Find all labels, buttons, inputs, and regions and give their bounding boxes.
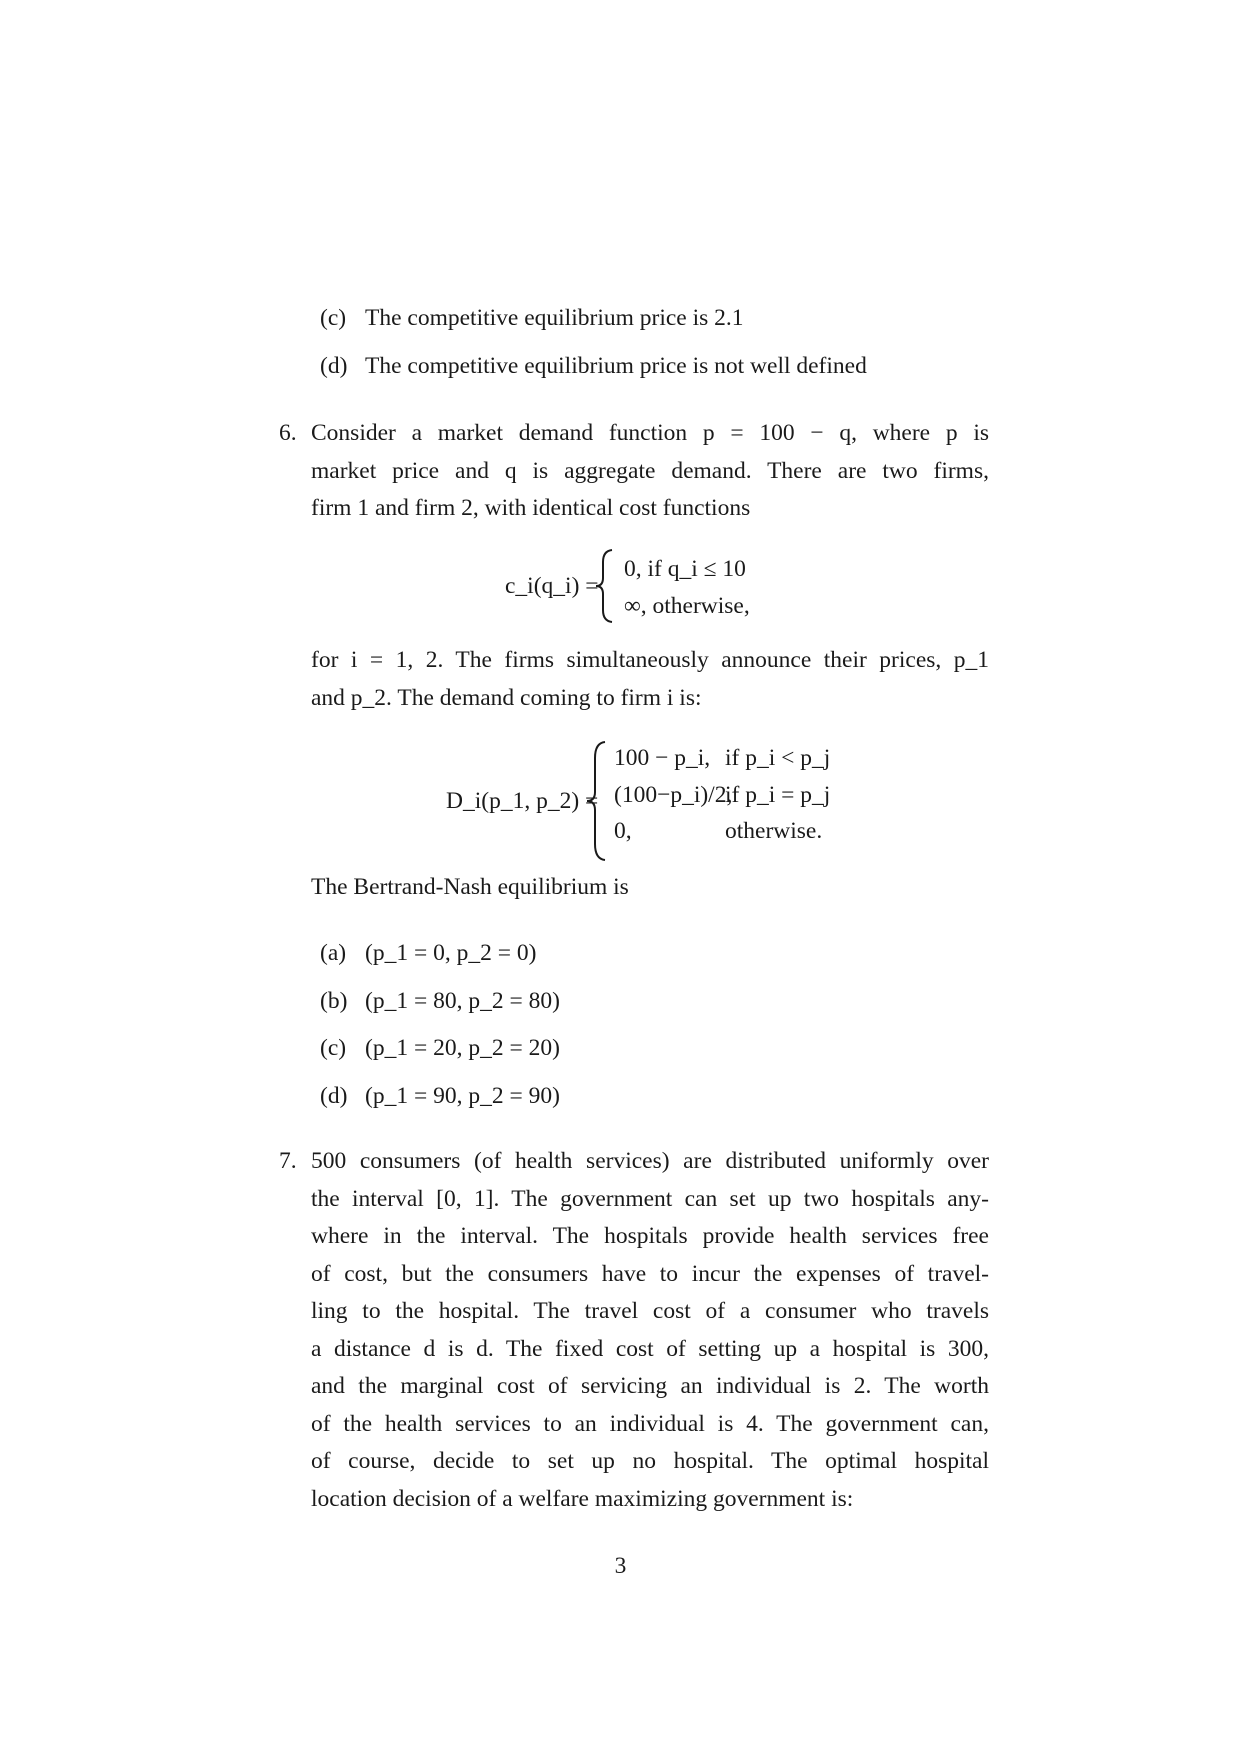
text-line: market price and q is aggregate demand. There are two firms, — [311, 457, 989, 484]
cost-brace — [592, 548, 616, 624]
text-line: 500 consumers (of health services) are distributed uniformly over — [311, 1148, 989, 1174]
option-label: (d) — [320, 1083, 348, 1109]
text-line: of course, decide to set up no hospital. The optimal hospital — [311, 1448, 989, 1474]
option-a — [320, 935, 536, 973]
demand-case-1-expr: 100 − p_i, — [614, 745, 711, 771]
option-label: (c) — [320, 305, 347, 331]
question-6-prompt: The Bertrand-Nash equilibrium is — [311, 874, 629, 900]
option-label: (c) — [320, 1035, 347, 1061]
text-line: and the marginal cost of servicing an individual is 2. The worth — [311, 1373, 989, 1399]
question-6-intro — [311, 415, 989, 528]
demand-case-1-cond: if p_i < p_j — [725, 745, 831, 771]
demand-case-2-cond: if p_i = p_j — [725, 782, 831, 808]
text-line: a distance d is d. The fixed cost of setting up a hospital is 300, — [311, 1335, 989, 1362]
option-text: (p_1 = 90, p_2 = 90) — [365, 1083, 560, 1109]
option-d — [320, 1078, 560, 1116]
text-line: where in the interval. The hospitals provide health services free — [311, 1223, 989, 1249]
text-line: of cost, but the consumers have to incur the expenses of travel- — [311, 1260, 989, 1287]
demand-case-3-expr: 0, — [614, 818, 632, 844]
option-text: (p_1 = 0, p_2 = 0) — [365, 940, 537, 966]
option-text: (p_1 = 20, p_2 = 20) — [365, 1035, 560, 1061]
question-number-7: 7. — [279, 1148, 297, 1174]
cost-case-2: ∞, otherwise, — [624, 593, 750, 619]
option-d-prev — [320, 348, 867, 386]
option-label: (d) — [320, 353, 348, 379]
cost-case-1: 0, if q_i ≤ 10 — [624, 556, 746, 582]
demand-case-3-cond: otherwise. — [725, 818, 823, 844]
text-line: the interval [0, 1]. The government can set up two hospitals any- — [311, 1185, 989, 1212]
text-line: location decision of a welfare maximizing government is: — [311, 1485, 854, 1512]
page-number: 3 — [614, 1553, 627, 1579]
option-text: (p_1 = 80, p_2 = 80) — [365, 988, 560, 1014]
text-line: Consider a market demand function p = 100 − q, where p is — [311, 420, 989, 446]
option-c — [320, 1030, 560, 1068]
option-text: The competitive equilibrium price is 2.1 — [365, 305, 744, 331]
demand-function-lhs: D_i(p_1, p_2) = — [446, 788, 599, 814]
text-line: for i = 1, 2. The firms simultaneously announce their prices, p_1 — [311, 647, 989, 673]
demand-brace — [583, 740, 609, 862]
option-b — [320, 983, 560, 1021]
option-label: (a) — [320, 940, 347, 966]
option-c-prev — [320, 300, 744, 338]
text-line: firm 1 and firm 2, with identical cost functions — [311, 495, 751, 521]
question-7-text — [311, 1143, 989, 1518]
text-line: and p_2. The demand coming to firm i is: — [311, 684, 702, 711]
option-label: (b) — [320, 988, 348, 1014]
cost-function-lhs: c_i(q_i) = — [505, 573, 599, 599]
question-number-6: 6. — [279, 420, 297, 446]
demand-case-2-expr: (100−p_i)/2, — [614, 782, 733, 808]
question-6-middle — [311, 642, 989, 717]
text-line: of the health services to an individual is 4. The government can, — [311, 1410, 989, 1437]
text-line: ling to the hospital. The travel cost of a consumer who travels — [311, 1298, 989, 1324]
option-text: The competitive equilibrium price is not well defined — [365, 353, 867, 379]
